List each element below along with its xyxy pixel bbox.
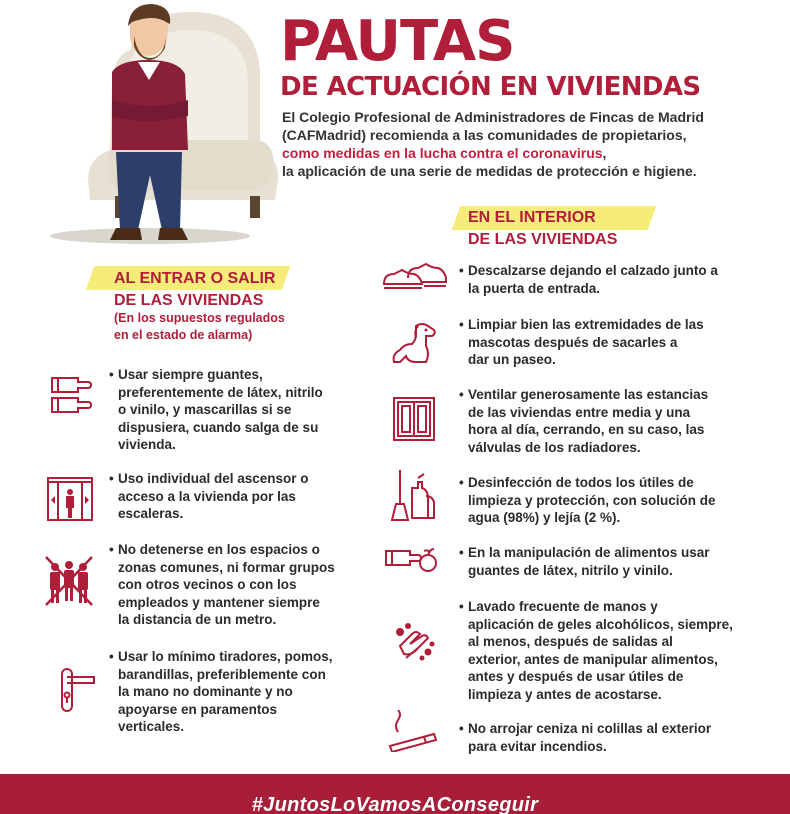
bullet: • (459, 545, 464, 560)
item-text-line: Lavado frecuente de manos y (468, 599, 658, 614)
item-text-line: antes y después de usar útiles de (468, 669, 684, 684)
item-text-line: válvulas de los radiadores. (468, 439, 641, 455)
item-text-line: No arrojar ceniza ni colillas al exterior (468, 721, 712, 736)
item-text-line: Usar lo mínimo tiradores, pomos, (118, 649, 333, 664)
left-heading-line2: DE LAS VIVIENDAS (114, 292, 264, 309)
left-section-heading (96, 266, 285, 344)
left-note-line2: en el estado de alarma) (114, 328, 253, 342)
left-heading-line1: AL ENTRAR O SALIR (114, 270, 276, 287)
item-text (109, 366, 358, 454)
item-text-line: al menos, después de salidas al (468, 634, 673, 649)
bullet: • (109, 649, 114, 664)
item-text-line: Usar siempre guantes, (118, 367, 263, 382)
right-heading-line1: EN EL INTERIOR (468, 209, 596, 226)
item-text (459, 598, 778, 703)
intro-line: la aplicación de una serie de medidas de protección e higiene. (282, 163, 697, 179)
item-text (459, 316, 768, 369)
item-text-line: Descalzarse dejando el calzado junto a (468, 263, 718, 278)
main-title: PAUTAS (280, 9, 515, 74)
no-groups-icon (44, 555, 94, 607)
gloves-icon (48, 374, 94, 416)
item-text (109, 470, 358, 523)
bullet: • (459, 599, 464, 614)
right-section-heading (462, 204, 618, 248)
item-text-line: de las viviendas entre media y una (468, 404, 691, 420)
item-text-line: la puerta de entrada. (468, 280, 601, 296)
item-text-line: exterior, antes de manipular alimentos, (468, 651, 718, 667)
elevator-icon (46, 472, 94, 522)
item-text-line: preferentemente de látex, nitrilo (118, 384, 323, 400)
item-text-line: vivienda. (118, 437, 176, 452)
item-text-line: mascotas después de sacarles a (468, 334, 678, 350)
intro-line: El Colegio Profesional de Administradores de Fincas de Madrid (282, 109, 704, 125)
man-armchair-illustration (20, 0, 280, 250)
item-text (109, 648, 358, 736)
right-heading-line2: DE LAS VIVIENDAS (468, 231, 618, 248)
footer-banner (0, 774, 790, 814)
shoes-icon (380, 262, 450, 296)
item-text-line: escaleras. (118, 506, 184, 521)
item-text-line: para evitar incendios. (468, 738, 607, 754)
item-text-line: acceso a la vivienda por las (118, 488, 296, 504)
left-note-line1: (En los supuestos regulados (114, 311, 285, 325)
item-text-line: empleados y mantener siempre (118, 594, 320, 610)
item-text-line: dar un paseo. (468, 352, 556, 367)
bullet: • (109, 542, 114, 557)
footer-hashtag: #JuntosLoVamosAConseguir (251, 794, 539, 814)
item-text-line: Uso individual del ascensor o (118, 471, 309, 486)
item-text (459, 474, 768, 527)
item-text-line: Limpiar bien las extremidades de las (468, 317, 704, 332)
item-text-line: la distancia de un metro. (118, 612, 277, 627)
item-text-line: aplicación de geles alcohólicos, siempre, (468, 616, 733, 632)
item-text-line: limpieza y antes de acostarse. (468, 686, 662, 702)
item-text-line: limpieza y protección, con solución de (468, 492, 716, 508)
item-text (109, 541, 358, 629)
intro-highlight: como medidas en la lucha contra el coronavirus (282, 145, 603, 161)
bullet: • (109, 367, 114, 382)
item-text-line: Desinfección de todos los útiles de (468, 475, 694, 490)
item-text-line: Ventilar generosamente las estancias (468, 387, 709, 402)
glove-food-icon (384, 545, 438, 575)
item-text (459, 262, 768, 297)
left-note (114, 310, 285, 344)
cigarette-icon (388, 710, 440, 752)
door-handle-icon (58, 667, 98, 713)
intro-line (282, 144, 782, 162)
intro-comma: , (602, 145, 607, 161)
item-text-line: zonas comunes, ni formar grupos (118, 559, 335, 575)
item-text-line: barandillas, preferiblemente con (118, 666, 326, 682)
window-icon (392, 396, 436, 442)
item-text-line: la mano no dominante y no (118, 684, 293, 699)
bullet: • (459, 475, 464, 490)
item-text (459, 720, 768, 755)
item-text (459, 386, 768, 456)
bullet: • (459, 317, 464, 332)
bullet: • (459, 387, 464, 402)
item-text (459, 544, 768, 579)
main-subtitle: DE ACTUACIÓN EN VIVIENDAS (280, 72, 701, 102)
bullet: • (459, 263, 464, 278)
item-text-line: dispusiera, cuando salga de su (118, 419, 319, 435)
item-text-line: o vinilo, y mascarillas si se (118, 402, 292, 417)
bullet: • (459, 721, 464, 736)
handwash-icon (392, 618, 438, 664)
cleaning-icon (388, 468, 438, 522)
item-text-line: con otros vecinos o con los (118, 577, 297, 592)
item-text-line: hora al día, cerrando, en su caso, las (468, 422, 705, 437)
dog-icon (386, 320, 438, 366)
item-text-line: agua (98%) y lejía (2 %). (468, 510, 621, 525)
intro-paragraph (282, 108, 782, 180)
bullet: • (109, 471, 114, 486)
item-text-line: En la manipulación de alimentos usar (468, 545, 710, 560)
item-text-line: No detenerse en los espacios o (118, 542, 320, 557)
intro-line: (CAFMadrid) recomienda a las comunidades de propietarios, (282, 127, 687, 143)
item-text-line: apoyarse en paramentos (118, 701, 278, 717)
item-text-line: verticales. (118, 719, 185, 734)
item-text-line: guantes de látex, nitrilo y vinilo. (468, 562, 673, 578)
